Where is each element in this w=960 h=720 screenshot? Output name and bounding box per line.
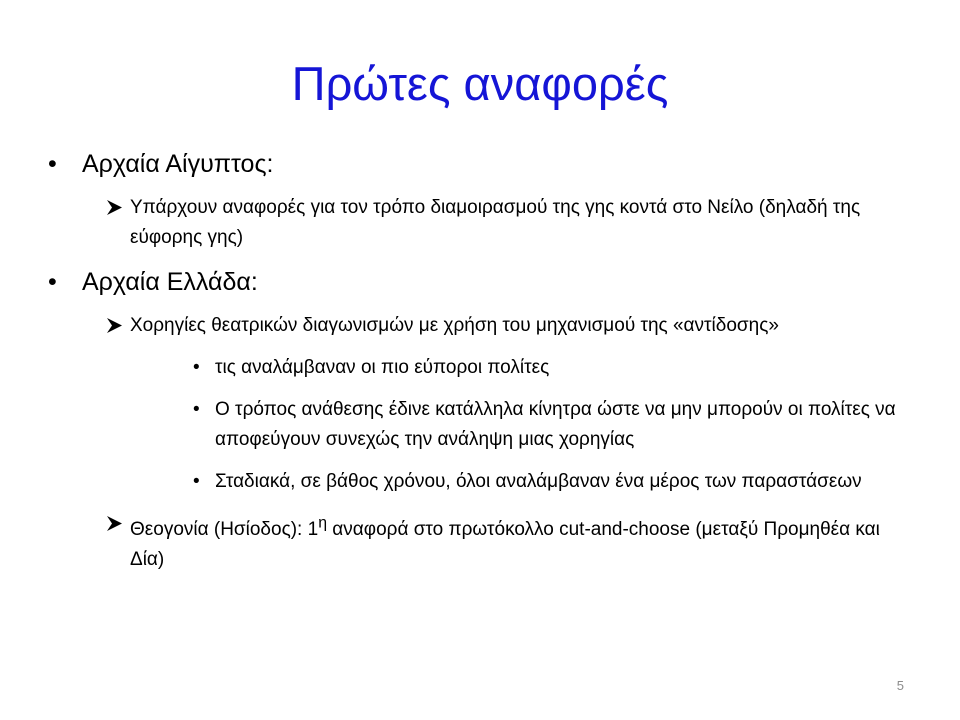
- arrow-bullet-icon: [106, 199, 123, 216]
- point-greece-1-text: τις αναλάμβαναν οι πιο εύποροι πολίτες: [215, 357, 550, 378]
- theogony-prefix: Θεογονία (Ησίοδος): 1: [130, 519, 319, 541]
- sub-bullet-egypt-1-text: Υπάρχουν αναφορές για τον τρόπο διαμοιρασμού της γης κοντά στο Νείλο (δηλαδή της εύφορης γης): [130, 197, 861, 248]
- bullet-dot: •: [193, 471, 200, 492]
- arrow-bullet-icon: [106, 317, 123, 334]
- point-greece-1: [193, 353, 906, 383]
- bullet-greece: [46, 265, 906, 299]
- bullet-dot: •: [193, 357, 200, 378]
- point-greece-3-text: Σταδιακά, σε βάθος χρόνου, όλοι αναλάμβαναν ένα μέρος των παραστάσεων: [215, 471, 862, 492]
- sub-bullet-greece-2: [106, 509, 906, 575]
- sub-bullet-greece-1: [106, 311, 906, 341]
- point-greece-2-text: Ο τρόπος ανάθεσης έδινε κατάλληλα κίνητρα ώστε να μην μπορούν οι πολίτες να αποφεύγουν συνεχώς την ανάληψη μιας χορηγίας: [215, 399, 896, 450]
- bullet-egypt-label: Αρχαία Αίγυπτος:: [82, 150, 274, 178]
- point-greece-2: [193, 395, 906, 455]
- bullet-greece-label: Αρχαία Ελλάδα:: [82, 268, 258, 296]
- sub-bullet-greece-1-text: Χορηγίες θεατρικών διαγωνισμών με χρήση του μηχανισμού της «αντίδοσης»: [130, 315, 779, 336]
- arrow-bullet-icon: [106, 515, 123, 532]
- ordinal-superscript: η: [318, 515, 327, 532]
- point-greece-3: [193, 467, 906, 497]
- page-number: 5: [896, 678, 904, 693]
- bullet-dot: •: [48, 150, 57, 178]
- bullet-dot: •: [193, 399, 200, 420]
- slide-content: [46, 147, 906, 587]
- bullet-dot: •: [48, 268, 57, 296]
- sub-bullet-egypt-1: [106, 193, 906, 253]
- theogony-suffix: αναφορά στο πρωτόκολλο cut-and-choose (μεταξύ Προμηθέα και Δία): [130, 519, 880, 571]
- bullet-egypt: [46, 147, 906, 181]
- slide-title: Πρώτες αναφορές: [291, 57, 669, 110]
- sub-bullet-greece-2-text: [130, 515, 880, 571]
